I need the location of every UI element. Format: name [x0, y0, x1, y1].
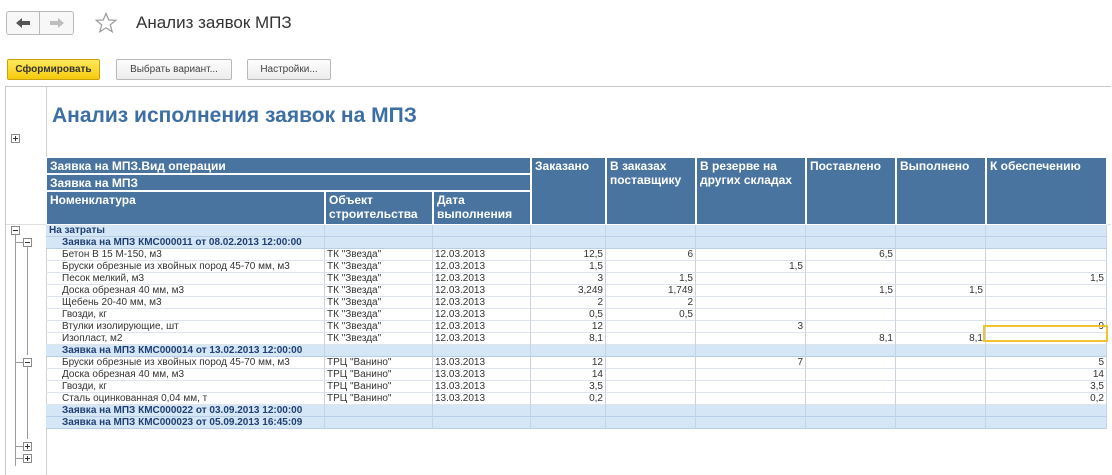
cell-to-provide [986, 261, 1107, 273]
cell-supplied [806, 369, 896, 381]
cell-date: 12.03.2013 [433, 297, 531, 309]
group-cell [986, 345, 1107, 357]
cell-date: 12.03.2013 [433, 285, 531, 297]
cell-name: Изопласт, м2 [46, 333, 325, 345]
group-cell [325, 225, 433, 237]
cell-reserve [696, 369, 806, 381]
group-cell [606, 417, 696, 429]
cell-reserve [696, 381, 806, 393]
cell-object: ТРЦ "Ванино" [325, 369, 433, 381]
table-row[interactable] [46, 261, 1107, 273]
cell-supplied [806, 309, 896, 321]
table-row[interactable] [46, 393, 1107, 405]
cell-supplied: 8,1 [806, 333, 896, 345]
header-nomenclature: Номенклатура [46, 191, 325, 225]
cell-supplied [806, 297, 896, 309]
cell-done [896, 309, 986, 321]
cell-reserve [696, 273, 806, 285]
group-cell [806, 417, 896, 429]
cell-object: ТК "Звезда" [325, 297, 433, 309]
cell-reserve [696, 393, 806, 405]
group-cell [806, 345, 896, 357]
cell-date: 12.03.2013 [433, 261, 531, 273]
generate-button[interactable]: Сформировать [7, 59, 100, 80]
cell-reserve [696, 333, 806, 345]
cell-supplied [806, 381, 896, 393]
group-cell [896, 405, 986, 417]
forward-button[interactable] [40, 11, 74, 35]
cell-date: 13.03.2013 [433, 381, 531, 393]
group-cell [696, 417, 806, 429]
group-cell [696, 345, 806, 357]
cell-name: Бруски обрезные из хвойных пород 45-70 мм, м3 [46, 357, 325, 369]
header-reserve: В резерве на других складах [696, 157, 806, 225]
cell-object: ТК "Звезда" [325, 321, 433, 333]
cell-in-orders [606, 261, 696, 273]
header-object: Объект строительства [325, 191, 433, 225]
request-group-row[interactable] [46, 345, 1107, 357]
cell-to-provide [986, 249, 1107, 261]
group-cell [531, 417, 606, 429]
group-cell [433, 237, 531, 249]
header-ordered: Заказано [531, 157, 606, 225]
cell-date: 12.03.2013 [433, 321, 531, 333]
cell-ordered: 12,5 [531, 249, 606, 261]
group-cell [325, 417, 433, 429]
cell-object: ТК "Звезда" [325, 249, 433, 261]
group-cell [325, 345, 433, 357]
settings-button[interactable]: Настройки... [247, 59, 331, 80]
cell-done [896, 369, 986, 381]
request-group-row-label: Заявка на МПЗ КМС000023 от 05.09.2013 16:45:09 [62, 417, 303, 428]
cell-in-orders: 1,5 [606, 273, 696, 285]
cell-object: ТК "Звезда" [325, 285, 433, 297]
cell-in-orders [606, 321, 696, 333]
cell-object: ТК "Звезда" [325, 333, 433, 345]
cell-ordered: 12 [531, 321, 606, 333]
cell-date: 12.03.2013 [433, 273, 531, 285]
cell-name: Сталь оцинкованная 0,04 мм, т [46, 393, 325, 405]
header-done: Выполнено [896, 157, 986, 225]
report-area[interactable] [5, 86, 1111, 475]
table-row[interactable] [46, 249, 1107, 261]
request-group-row[interactable] [46, 237, 1107, 249]
group-cell [531, 405, 606, 417]
cell-ordered: 8,1 [531, 333, 606, 345]
cell-date: 12.03.2013 [433, 309, 531, 321]
cell-to-provide: 0,2 [986, 393, 1107, 405]
cell-supplied [806, 357, 896, 369]
cell-reserve [696, 309, 806, 321]
cell-ordered: 3,5 [531, 381, 606, 393]
cell-supplied [806, 393, 896, 405]
table-row[interactable] [46, 321, 1107, 333]
group-cell [896, 345, 986, 357]
window-title: Анализ заявок МПЗ [136, 13, 292, 32]
group-cell [606, 345, 696, 357]
cell-done [896, 249, 986, 261]
group-cell [433, 405, 531, 417]
group-cell [896, 225, 986, 237]
report-title: Анализ исполнения заявок на МПЗ [52, 104, 417, 127]
cell-name: Бетон В 15 М-150, м3 [46, 249, 325, 261]
request-group-row-label: Заявка на МПЗ КМС000011 от 08.02.2013 12:00:00 [62, 237, 302, 248]
cell-ordered: 3 [531, 273, 606, 285]
table-row[interactable] [46, 357, 1107, 369]
expand-group-button[interactable] [23, 454, 32, 463]
tree-line-group2 [27, 367, 28, 439]
cell-in-orders: 2 [606, 297, 696, 309]
selected-cell[interactable] [983, 325, 1108, 342]
table-row[interactable] [46, 369, 1107, 381]
group-cell [433, 225, 531, 237]
cell-reserve [696, 297, 806, 309]
cell-to-provide: 14 [986, 369, 1107, 381]
cell-in-orders [606, 381, 696, 393]
group-cell [806, 237, 896, 249]
cell-name: Доска обрезная 40 мм, м3 [46, 369, 325, 381]
cell-date: 13.03.2013 [433, 393, 531, 405]
group-cell [986, 237, 1107, 249]
request-group-row[interactable] [46, 405, 1107, 417]
cell-done [896, 381, 986, 393]
cell-in-orders [606, 393, 696, 405]
top-group-row[interactable] [46, 225, 1107, 237]
cell-object: ТРЦ "Ванино" [325, 381, 433, 393]
cell-date: 12.03.2013 [433, 249, 531, 261]
group-cell [986, 225, 1107, 237]
cell-ordered: 0,5 [531, 309, 606, 321]
star-icon[interactable] [95, 12, 117, 34]
cell-name: Гвозди, кг [46, 381, 325, 393]
group-cell [433, 345, 531, 357]
group-cell [606, 405, 696, 417]
cell-supplied [806, 321, 896, 333]
group-cell [986, 417, 1107, 429]
table-row[interactable] [46, 273, 1107, 285]
header-operation: Заявка на МПЗ.Вид операции [46, 157, 531, 174]
group-cell [606, 237, 696, 249]
table-row[interactable] [46, 297, 1107, 309]
cell-object: ТРЦ "Ванино" [325, 393, 433, 405]
group-cell [896, 417, 986, 429]
cell-to-provide: 3,5 [986, 381, 1107, 393]
cell-reserve [696, 285, 806, 297]
table-row[interactable] [46, 309, 1107, 321]
cell-ordered: 12 [531, 357, 606, 369]
cell-ordered: 14 [531, 369, 606, 381]
arrow-right-icon [49, 17, 65, 29]
cell-in-orders: 6 [606, 249, 696, 261]
header-request: Заявка на МПЗ [46, 174, 531, 191]
cell-supplied [806, 273, 896, 285]
group-cell [696, 405, 806, 417]
cell-object: ТК "Звезда" [325, 309, 433, 321]
cell-date: 13.03.2013 [433, 369, 531, 381]
collapse-top-group-button[interactable] [11, 226, 20, 235]
cell-ordered: 1,5 [531, 261, 606, 273]
group-cell [606, 225, 696, 237]
cell-to-provide: 5 [986, 357, 1107, 369]
cell-in-orders [606, 333, 696, 345]
header-in-orders: В заказах поставщику [606, 157, 696, 225]
table-row[interactable] [46, 381, 1107, 393]
group-cell [531, 225, 606, 237]
cell-done [896, 393, 986, 405]
cell-date: 13.03.2013 [433, 357, 531, 369]
cell-name: Песок мелкий, м3 [46, 273, 325, 285]
cell-object: ТК "Звезда" [325, 261, 433, 273]
cell-reserve: 1,5 [696, 261, 806, 273]
expand-group-button[interactable] [23, 442, 32, 451]
cell-reserve: 3 [696, 321, 806, 333]
group-cell [325, 405, 433, 417]
back-button[interactable] [6, 11, 40, 35]
cell-supplied: 6,5 [806, 249, 896, 261]
table-row[interactable] [46, 285, 1107, 297]
tree-line-group1 [27, 247, 28, 355]
cell-ordered: 2 [531, 297, 606, 309]
group-cell [433, 417, 531, 429]
collapse-group-button[interactable] [23, 358, 32, 367]
cell-to-provide [986, 297, 1107, 309]
group-cell [696, 237, 806, 249]
cell-done: 1,5 [896, 285, 986, 297]
top-group-row-label: На затраты [49, 225, 105, 236]
cell-reserve [696, 249, 806, 261]
cell-in-orders: 1,749 [606, 285, 696, 297]
cell-done: 8,1 [896, 333, 986, 345]
group-cell [531, 345, 606, 357]
tree-line-level1 [15, 235, 16, 466]
collapse-group-button[interactable] [23, 238, 32, 247]
cell-object: ТК "Звезда" [325, 273, 433, 285]
cell-object: ТРЦ "Ванино" [325, 357, 433, 369]
cell-reserve: 7 [696, 357, 806, 369]
header-date: Дата выполнения [433, 191, 531, 225]
cell-done [896, 297, 986, 309]
cell-in-orders [606, 369, 696, 381]
cell-in-orders: 0,5 [606, 309, 696, 321]
cell-done [896, 261, 986, 273]
cell-supplied [806, 261, 896, 273]
cell-name: Доска обрезная 40 мм, м3 [46, 285, 325, 297]
table-row[interactable] [46, 333, 1107, 345]
cell-to-provide: 9 [986, 321, 1107, 333]
cell-done [896, 273, 986, 285]
cell-done [896, 357, 986, 369]
cell-to-provide [986, 309, 1107, 321]
cell-supplied: 1,5 [806, 285, 896, 297]
header-to-provide: К обеспечению [986, 157, 1107, 225]
request-group-row-label: Заявка на МПЗ КМС000014 от 13.02.2013 12:00:00 [62, 345, 303, 356]
header-supplied: Поставлено [806, 157, 896, 225]
group-cell [325, 237, 433, 249]
group-cell [531, 237, 606, 249]
group-cell [806, 225, 896, 237]
cell-name: Втулки изолирующие, шт [46, 321, 325, 333]
cell-to-provide: 1,5 [986, 273, 1107, 285]
cell-name: Гвозди, кг [46, 309, 325, 321]
arrow-left-icon [15, 17, 31, 29]
group-cell [986, 405, 1107, 417]
select-variant-button[interactable]: Выбрать вариант... [116, 59, 232, 80]
cell-date: 12.03.2013 [433, 333, 531, 345]
cell-in-orders [606, 357, 696, 369]
cell-name: Щебень 20-40 мм, м3 [46, 297, 325, 309]
group-cell [696, 225, 806, 237]
cell-ordered: 0,2 [531, 393, 606, 405]
cell-name: Бруски обрезные из хвойных пород 45-70 мм, м3 [46, 261, 325, 273]
group-cell [806, 405, 896, 417]
request-group-row-label: Заявка на МПЗ КМС000022 от 03.09.2013 12:00:00 [62, 405, 303, 416]
expand-header-button[interactable] [11, 134, 20, 143]
cell-to-provide [986, 285, 1107, 297]
group-cell [896, 237, 986, 249]
cell-done [896, 321, 986, 333]
cell-ordered: 3,249 [531, 285, 606, 297]
request-group-row[interactable] [46, 417, 1107, 429]
